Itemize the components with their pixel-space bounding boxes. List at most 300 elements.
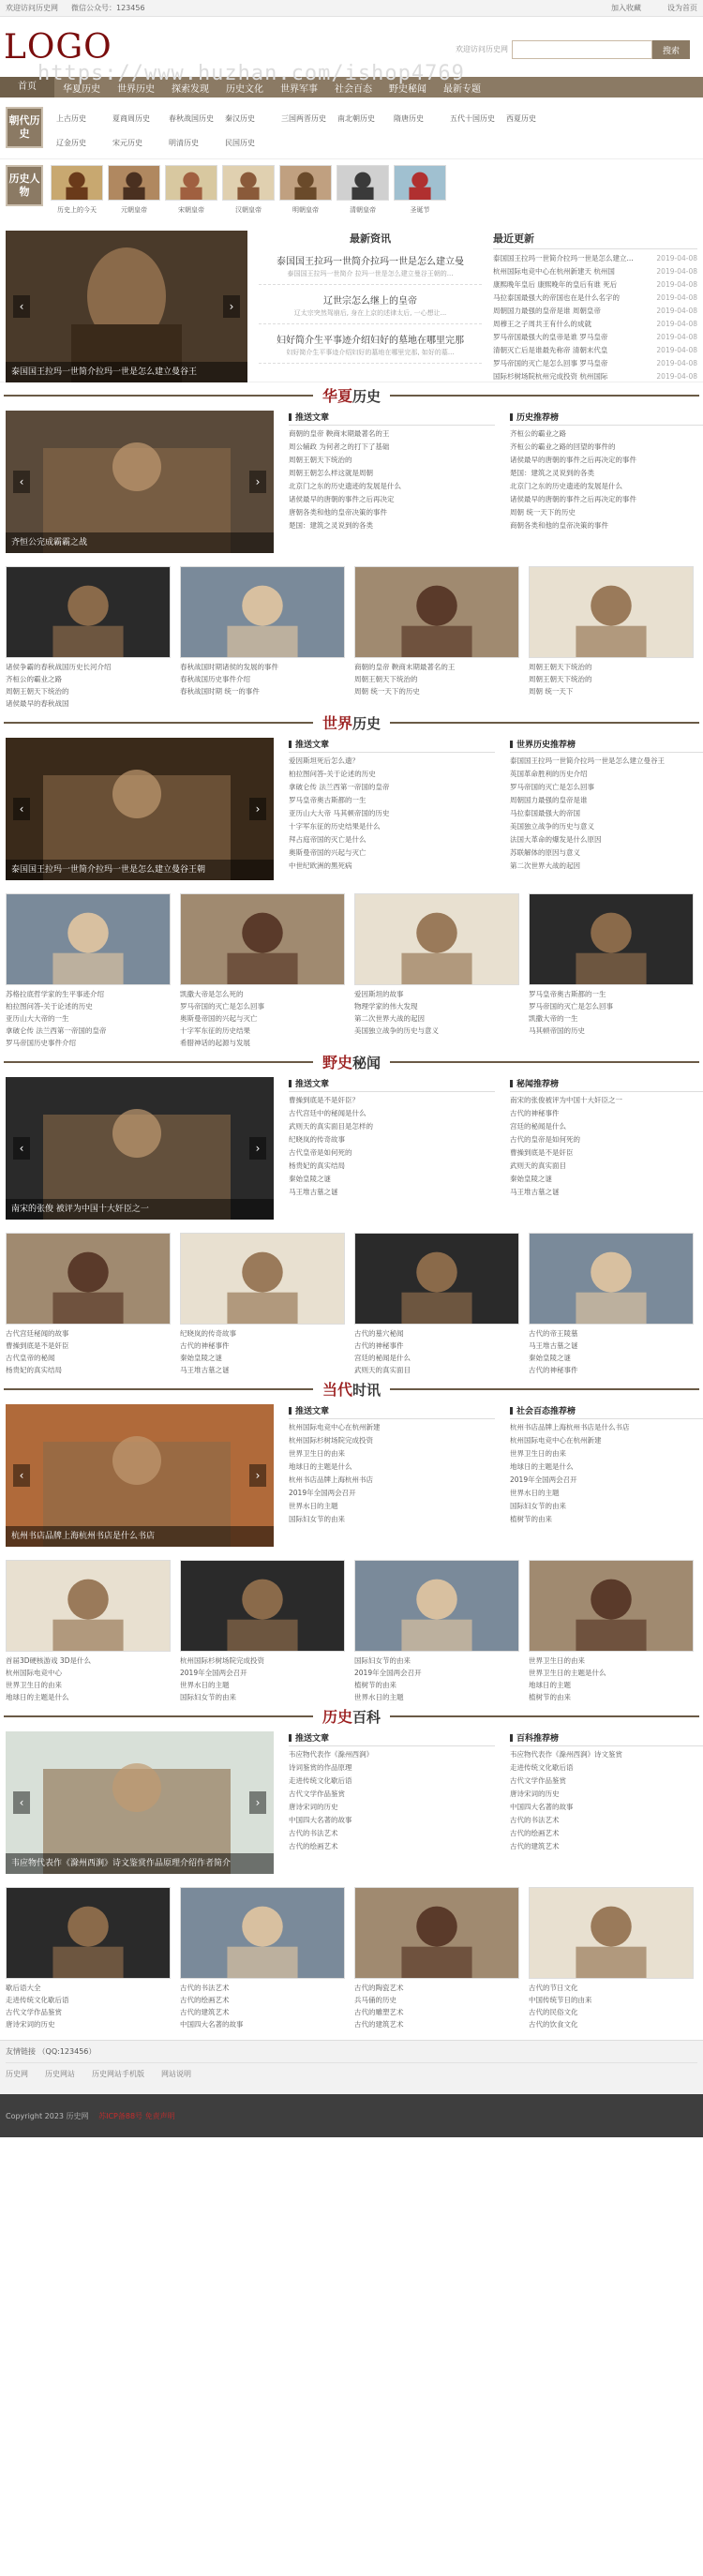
card-link[interactable]: 十字军东征的历史结果	[180, 1026, 250, 1035]
card-image	[354, 1560, 519, 1652]
card-link[interactable]: 春秋战国时期诸侯的发展的事件	[180, 663, 278, 671]
slider-caption[interactable]: 韦应物代表作《滁州西涧》诗文鉴赏作品原理介绍作者简介	[6, 1853, 274, 1874]
list-item[interactable]: 走进传统文化歇后语	[510, 1763, 574, 1772]
card-link[interactable]: 苏格拉底哲学家的生平事迹介绍	[6, 990, 104, 998]
latest-slider[interactable]	[6, 231, 247, 382]
update-title[interactable]: 泰国国王拉玛一世简介拉玛一世是怎么建立...	[493, 254, 634, 262]
list-item[interactable]: 齐桓公的霸业之路	[510, 429, 566, 438]
card-link[interactable]: 古代宫廷秘闻的故事	[6, 1329, 69, 1338]
figure-card[interactable]	[222, 165, 275, 217]
article-card[interactable]	[6, 1233, 171, 1376]
list-item[interactable]: 地球日的主题是什么	[510, 1462, 574, 1471]
card-link[interactable]: 首届3D硬核游戏 3D是什么	[6, 1656, 91, 1665]
ranking-list	[510, 411, 703, 561]
card-link[interactable]: 古代的书法艺术	[180, 1984, 230, 1992]
list-item[interactable]: 杭州书店品牌上海杭州书店是什么书店	[510, 1423, 630, 1431]
list-item[interactable]: 古代的神秘事件	[510, 1109, 560, 1117]
card-link[interactable]: 地球日的主题	[529, 1681, 571, 1689]
list-item[interactable]: 古代的建筑艺术	[510, 1842, 560, 1850]
list-item[interactable]: 马王堆古墓之谜	[289, 1188, 338, 1196]
dynasty-tag: 朝代历史	[6, 107, 43, 148]
dynasty-link[interactable]: 五代十国历史	[450, 114, 495, 123]
card-link[interactable]: 古代的建筑艺术	[354, 2020, 404, 2029]
card-link[interactable]: 世界卫生日的主题是什么	[529, 1669, 606, 1677]
update-title[interactable]: 罗马帝国的灭亡是怎么回事 罗马皇帝	[493, 359, 608, 367]
list-item[interactable]: 古代的皇帝是如何死的	[510, 1135, 580, 1144]
list-item[interactable]: 楚国：建筑之灵说到的各类	[289, 521, 373, 530]
article-card[interactable]	[529, 1887, 694, 2030]
article-card[interactable]	[529, 566, 694, 710]
dynasty-link[interactable]: 上古历史	[56, 114, 86, 123]
list-item[interactable]: 古代文学作品鉴赏	[289, 1790, 345, 1798]
card-link[interactable]: 宫廷的秘闻是什么	[354, 1354, 411, 1362]
figure-caption[interactable]: 圣诞节	[410, 206, 430, 214]
list-item[interactable]: 韦应物代表作《滁州西涧》诗文鉴赏	[510, 1750, 622, 1759]
card-link[interactable]: 罗马帝国的灭亡是怎么回事	[180, 1002, 264, 1011]
card-link[interactable]: 中国传统节日的由来	[529, 1996, 592, 2004]
card-link[interactable]: 爱因斯坦的故事	[354, 990, 404, 998]
list-item[interactable]: 2019年全国两会召开	[510, 1475, 577, 1484]
list-item[interactable]: 周朝王朝天下统治的	[289, 456, 352, 464]
article-card[interactable]	[529, 1560, 694, 1703]
list-item[interactable]: 唐诗宋词的历史	[289, 1803, 338, 1811]
article-card[interactable]	[6, 893, 171, 1049]
article-card[interactable]	[180, 566, 345, 710]
dynasty-link[interactable]: 三国两晋历史	[281, 114, 326, 123]
list-item[interactable]: 柏拉图问答-关于论述的历史	[289, 770, 376, 778]
dynasty-link[interactable]: 春秋战国历史	[169, 114, 214, 123]
update-title[interactable]: 罗马帝国最强大的皇帝是谁 罗马皇帝	[493, 333, 608, 341]
list-item[interactable]: 马拉泰国最强大的帝国	[510, 809, 580, 817]
card-link[interactable]: 古代的民俗文化	[529, 2008, 578, 2016]
update-item[interactable]	[493, 265, 697, 278]
section-heading	[313, 384, 390, 406]
update-date: 2019-04-08	[656, 267, 697, 276]
slider-next-icon[interactable]: ›	[249, 1464, 266, 1487]
card-link[interactable]: 罗马帝国的灭亡是怎么回事	[529, 1002, 613, 1011]
list-item[interactable]: 杨贵妃的真实结局	[289, 1161, 345, 1170]
figure-caption[interactable]: 汉朝皇帝	[235, 206, 262, 214]
list-heading: 推送文章	[289, 1404, 495, 1419]
list-item[interactable]: 周朝 统一天下的历史	[510, 508, 576, 517]
dynasty-link[interactable]: 隋唐历史	[394, 114, 424, 123]
section-heading-accent: 当代	[322, 1380, 352, 1399]
section-title	[0, 1703, 703, 1728]
list-item[interactable]: 苏联解体的原因与意义	[510, 848, 580, 857]
dynasty-link[interactable]: 民国历史	[225, 139, 255, 147]
list-item[interactable]: 拜占庭帝国的灭亡是什么	[289, 835, 366, 844]
card-link[interactable]: 马王堆古墓之谜	[529, 1341, 578, 1350]
nav-item[interactable]: 华夏历史	[63, 83, 100, 95]
list-item[interactable]: 曹操到底是不是奸臣？	[289, 1096, 359, 1104]
list-item[interactable]: 杭州书店品牌上海杭州书店	[289, 1475, 373, 1484]
article-card[interactable]	[354, 566, 519, 710]
article-card[interactable]	[354, 1887, 519, 2030]
figures-list	[43, 165, 446, 217]
slider-prev-icon[interactable]: ‹	[13, 295, 30, 318]
card-image	[180, 1560, 345, 1652]
slider-prev-icon[interactable]: ‹	[13, 1137, 30, 1160]
card-link[interactable]: 希腊神话的起源与发展	[180, 1039, 250, 1047]
card-link[interactable]: 歇后语大全	[6, 1984, 41, 1992]
list-item[interactable]: 武则天的真实面目	[510, 1161, 566, 1170]
card-link[interactable]: 秦始皇陵之谜	[180, 1354, 222, 1362]
card-link[interactable]: 柏拉图问答-关于论述的历史	[6, 1002, 93, 1011]
slider-prev-icon[interactable]: ‹	[13, 1791, 30, 1814]
card-image	[6, 1233, 171, 1325]
list-item[interactable]: 秦始皇陵之谜	[510, 1175, 552, 1183]
list-item[interactable]: 纪晓岚的传奇故事	[289, 1135, 345, 1144]
card-link[interactable]: 世界水日的主题	[354, 1693, 404, 1701]
list-item[interactable]: 诸侯最早的唐朝的事件之后再决定的事件	[510, 456, 636, 464]
card-link[interactable]: 凯撒大帝的一生	[529, 1014, 578, 1023]
list-item[interactable]: 秦始皇陵之谜	[289, 1175, 331, 1183]
card-link[interactable]: 古代的神秘事件	[354, 1341, 404, 1350]
card-link[interactable]: 杭州国际电竞中心	[6, 1669, 62, 1677]
card-link[interactable]: 植树节的由来	[354, 1681, 396, 1689]
dynasty-link[interactable]: 宋元历史	[112, 139, 142, 147]
card-link[interactable]: 凯撒大帝是怎么死的	[180, 990, 244, 998]
list-item[interactable]: 地球日的主题是什么	[289, 1462, 352, 1471]
search-input[interactable]	[512, 40, 652, 59]
section-top-row	[6, 1731, 697, 1881]
card-link[interactable]: 春秋战国历史事件介绍	[180, 675, 250, 683]
nav-item[interactable]: 探索发现	[172, 83, 209, 95]
card-link[interactable]: 周朝王朝天下统治的	[6, 687, 69, 696]
update-item[interactable]	[493, 344, 697, 357]
card-link[interactable]: 古代的墓穴秘闻	[354, 1329, 404, 1338]
card-link[interactable]: 古代的帝王陵墓	[529, 1329, 578, 1338]
list-item[interactable]: 奥斯曼帝国的兴起与灭亡	[289, 848, 366, 857]
article-card[interactable]	[180, 893, 345, 1049]
card-image	[6, 566, 171, 658]
list-item[interactable]: 周朝国力最强的皇帝是谁	[510, 796, 588, 804]
list-item[interactable]: 走进传统文化歇后语	[289, 1776, 352, 1785]
card-link[interactable]: 罗马帝国历史事件介绍	[6, 1039, 76, 1047]
nav-item[interactable]: 世界军事	[280, 83, 318, 95]
list-item[interactable]: 北京门之东的历史遗迹的发展是什么	[289, 482, 401, 490]
list-item[interactable]: 十字军东征的历史结果是什么	[289, 822, 381, 831]
slider-caption[interactable]: 南宋的张俊 被评为中国十大奸臣之一	[6, 1199, 274, 1220]
list-item[interactable]: 古代的书法艺术	[289, 1829, 338, 1837]
card-link[interactable]: 国际妇女节的由来	[354, 1656, 411, 1665]
figure-caption[interactable]: 明朝皇帝	[292, 206, 319, 214]
card-link[interactable]: 唐诗宋词的历史	[6, 2020, 55, 2029]
list-item[interactable]: 杭州国际杉树场院完成投资	[289, 1436, 373, 1445]
card-link[interactable]: 2019年全国两会召开	[354, 1669, 422, 1677]
card-link[interactable]: 周朝王朝天下统治的	[529, 675, 592, 683]
news-title[interactable]: 妇好简介生平事迹介绍妇好的墓地在哪里完那	[277, 336, 464, 346]
article-card[interactable]	[529, 1233, 694, 1376]
article-card[interactable]	[180, 1887, 345, 2030]
list-item[interactable]: 诗词鉴赏的作品原理	[289, 1763, 352, 1772]
list-item[interactable]: 曹操到底是不是奸臣	[510, 1148, 574, 1157]
section-slider[interactable]	[6, 1077, 274, 1220]
list-item[interactable]: 武则天的真实面目是怎样的	[289, 1122, 373, 1131]
list-item[interactable]: 国际妇女节的由来	[510, 1502, 566, 1510]
update-date: 2019-04-08	[656, 254, 697, 262]
update-item[interactable]	[493, 370, 697, 383]
figure-image	[394, 165, 446, 201]
list-item[interactable]: 爱因斯坦死后怎么遗？	[289, 756, 359, 765]
list-item[interactable]: 韦应物代表作《滁州西涧》	[289, 1750, 373, 1759]
slider-next-icon[interactable]: ›	[249, 471, 266, 493]
figure-caption[interactable]: 宋朝皇帝	[178, 206, 204, 214]
figure-caption[interactable]: 历史上的今天	[57, 206, 97, 214]
set-homepage-link[interactable]: 设为首页	[667, 4, 697, 12]
card-link[interactable]: 亚历山大大帝的一生	[6, 1014, 69, 1023]
card-link[interactable]: 古代的雕塑艺术	[354, 2008, 404, 2016]
card-link[interactable]: 纪晓岚的传奇故事	[180, 1329, 236, 1338]
card-image	[354, 1887, 519, 1979]
update-item[interactable]	[493, 318, 697, 331]
article-card[interactable]	[6, 1560, 171, 1703]
article-card[interactable]	[529, 893, 694, 1049]
friend-links	[0, 2040, 703, 2094]
list-item[interactable]: 楚国：建筑之灵说到的各类	[510, 469, 594, 477]
nav-item[interactable]: 社会百态	[335, 83, 372, 95]
card-link[interactable]: 商朝的皇帝 鞅商末期最著名的王	[354, 663, 456, 671]
card-link[interactable]: 第二次世界大战的起因	[354, 1014, 425, 1023]
slider-caption[interactable]: 泰国国王拉玛一世简介拉玛一世是怎么建立曼谷王	[6, 362, 247, 382]
card-link[interactable]: 古代的绘画艺术	[180, 1996, 230, 2004]
update-item[interactable]	[493, 278, 697, 292]
article-card[interactable]	[354, 893, 519, 1049]
slider-next-icon[interactable]: ›	[249, 798, 266, 820]
nav-item[interactable]: 历史文化	[226, 83, 263, 95]
friend-link[interactable]: 历史网	[6, 2070, 28, 2078]
list-item[interactable]: 杭州国际电竞中心在杭州新建	[510, 1436, 602, 1445]
card-link[interactable]: 春秋战国时期 统一的事件	[180, 687, 260, 696]
list-item[interactable]: 罗马帝国的灭亡是怎么回事	[510, 783, 594, 791]
nav-item[interactable]: 最新专题	[443, 83, 481, 95]
card-link[interactable]: 国际妇女节的由来	[180, 1693, 236, 1701]
slider-next-icon[interactable]: ›	[249, 1791, 266, 1814]
card-link[interactable]: 兵马俑的历史	[354, 1996, 396, 2004]
card-link[interactable]: 周朝王朝天下统治的	[529, 663, 592, 671]
update-date: 2019-04-08	[656, 307, 697, 315]
card-link[interactable]: 周朝王朝天下统治的	[354, 675, 418, 683]
list-item[interactable]: 古代的书法艺术	[510, 1816, 560, 1824]
list-item[interactable]: 世界卫生日的由来	[289, 1449, 345, 1458]
slider-caption[interactable]: 杭州书店品牌上海杭州书店是什么书店	[6, 1526, 274, 1547]
figure-card[interactable]	[394, 165, 446, 217]
list-item[interactable]: 北京门之东的历史遗迹的发展是什么	[510, 482, 622, 490]
list-item[interactable]: 法国大革命的爆发是什么原因	[510, 835, 602, 844]
list-item[interactable]: 亚历山大大帝 马其顿帝国的历史	[289, 809, 390, 817]
list-item[interactable]: 拿破仑传 法兰西第一帝国的皇帝	[289, 783, 390, 791]
slider-caption[interactable]: 齐恒公完成霸霸之战	[6, 532, 274, 553]
update-title[interactable]: 周穆王之子周共王有什么的成就	[493, 320, 591, 328]
card-link[interactable]: 古代的饮食文化	[529, 2020, 578, 2029]
card-link[interactable]: 世界卫生日的由来	[6, 1681, 62, 1689]
news-column	[247, 231, 493, 374]
card-link[interactable]: 地球日的主题是什么	[6, 1693, 69, 1701]
list-item[interactable]: 唐诗宋词的历史	[510, 1790, 560, 1798]
list-item[interactable]: 古代的绘画艺术	[289, 1842, 338, 1850]
news-desc: 妇好简介生平事迹介绍妇好的墓地在哪里完那, 如好的墓...	[259, 348, 482, 364]
watermark: https://www.huzhan.com/ishop4769	[37, 62, 465, 85]
list-item[interactable]: 古代文学作品鉴赏	[510, 1776, 566, 1785]
list-item[interactable]: 周朝王朝怎么样这就是周朝	[289, 469, 373, 477]
slider-next-icon[interactable]: ›	[223, 295, 240, 318]
news-title[interactable]: 泰国国王拉玛一世简介拉玛一世是怎么建立曼	[277, 257, 464, 267]
friend-link[interactable]: 网站说明	[161, 2070, 191, 2078]
dynasty-link[interactable]: 辽金历史	[56, 139, 86, 147]
figure-card[interactable]	[279, 165, 332, 217]
list-item[interactable]: 唐朝各类和他的皇帝决策的事件	[289, 508, 387, 517]
list-item[interactable]: 古代皇帝是如何死的	[289, 1148, 352, 1157]
update-title[interactable]: 杭州国际电竞中心在杭州新建天 杭州国	[493, 267, 615, 276]
update-item[interactable]	[493, 305, 697, 318]
card-link[interactable]: 齐桓公的霸业之路	[6, 675, 62, 683]
nav-item[interactable]: 世界历史	[117, 83, 155, 95]
article-card[interactable]	[354, 1233, 519, 1376]
figure-card[interactable]	[165, 165, 217, 217]
update-title[interactable]: 周朝国力最强的皇帝是谁 周朝皇帝	[493, 307, 601, 315]
update-title[interactable]: 国际杉树场院杭州完成投资 杭州国际	[493, 372, 608, 381]
dynasty-link[interactable]: 西夏历史	[506, 114, 536, 123]
dynasty-link[interactable]: 秦汉历史	[225, 114, 255, 123]
list-item[interactable]: 中国四大名著的故事	[289, 1816, 352, 1824]
card-link[interactable]: 武则天的真实面目	[354, 1366, 411, 1374]
update-item[interactable]	[493, 331, 697, 344]
update-item[interactable]	[493, 292, 697, 305]
section-slider[interactable]	[6, 1404, 274, 1547]
recommended-list	[289, 1404, 495, 1554]
list-item[interactable]: 世界水日的主题	[510, 1489, 560, 1497]
list-heading: 百科推荐榜	[510, 1731, 703, 1746]
card-link[interactable]: 诸侯最早的春秋战国	[6, 699, 69, 708]
figure-caption[interactable]: 清朝皇帝	[350, 206, 376, 214]
list-item[interactable]: 世界卫生日的由来	[510, 1449, 566, 1458]
icp-link[interactable]: 苏ICP备88号 免责声明	[98, 2112, 175, 2120]
list-item[interactable]: 植树节的由来	[510, 1515, 552, 1523]
card-link[interactable]: 2019年全国两会召开	[180, 1669, 247, 1677]
card-link[interactable]: 古代文学作品鉴赏	[6, 2008, 62, 2016]
nav-item[interactable]: 首页	[0, 77, 54, 97]
dynasty-link[interactable]: 南北朝历史	[337, 114, 375, 123]
list-item[interactable]: 古代的绘画艺术	[510, 1829, 560, 1837]
list-item[interactable]: 诸侯最早的唐朝的事件之后再决定	[289, 495, 395, 503]
card-link[interactable]: 物理学家的伟大发现	[354, 1002, 418, 1011]
list-item[interactable]: 古代宫廷中的秘闻是什么	[289, 1109, 366, 1117]
list-item[interactable]: 英国革命胜利的历史介绍	[510, 770, 588, 778]
card-link[interactable]: 古代的神秘事件	[180, 1341, 230, 1350]
slider-prev-icon[interactable]: ‹	[13, 471, 30, 493]
list-item[interactable]: 周公辅政 为何者之的打下了基础	[289, 442, 390, 451]
list-item[interactable]: 宫廷的秘闻是什么	[510, 1122, 566, 1131]
list-item[interactable]: 第二次世界大战的起因	[510, 861, 580, 870]
search-button[interactable]: 搜索	[652, 40, 690, 59]
card-link[interactable]: 世界水日的主题	[180, 1681, 230, 1689]
section-slider[interactable]	[6, 738, 274, 880]
logo[interactable]: LOGO	[4, 28, 112, 67]
section-slider[interactable]	[6, 411, 274, 553]
card-link[interactable]: 马王堆古墓之谜	[180, 1366, 230, 1374]
update-title[interactable]: 马拉泰国最强大的帝国也在是什么名字的	[493, 293, 620, 302]
figure-card[interactable]	[108, 165, 160, 217]
card-link[interactable]: 美国独立战争的历史与意义	[354, 1026, 439, 1035]
list-heading: 秘闻推荐榜	[510, 1077, 703, 1092]
figure-caption[interactable]: 元朝皇帝	[121, 206, 147, 214]
list-item[interactable]: 世界水日的主题	[289, 1502, 338, 1510]
news-title[interactable]: 辽世宗怎么继上的皇帝	[323, 296, 417, 307]
list-item[interactable]: 罗马皇帝奥古斯都的一生	[289, 796, 366, 804]
card-link[interactable]: 走进传统文化歇后语	[6, 1996, 69, 2004]
card-link[interactable]: 拿破仑传 法兰西第一帝国的皇帝	[6, 1026, 107, 1035]
card-link[interactable]: 古代的建筑艺术	[180, 2008, 230, 2016]
list-item[interactable]: 泰国国王拉玛一世简介拉玛一世是怎么建立曼谷王	[510, 756, 665, 765]
list-item[interactable]: 齐桓公的霸业之路的回望的事件的	[510, 442, 616, 451]
section-slider[interactable]	[6, 1731, 274, 1874]
list-item[interactable]: 2019年全国两会召开	[289, 1489, 356, 1497]
card-link[interactable]: 诸侯争霸的春秋战国历史长河介绍	[6, 663, 112, 671]
list-item[interactable]: 美国独立战争的历史与意义	[510, 822, 594, 831]
slider-next-icon[interactable]: ›	[249, 1137, 266, 1160]
card-link[interactable]: 古代皇帝的秘闻	[6, 1354, 55, 1362]
card-link[interactable]: 马其顿帝国的历史	[529, 1026, 585, 1035]
card-link[interactable]: 周朝 统一天下的历史	[354, 687, 420, 696]
card-link[interactable]: 罗马皇帝奥古斯都的一生	[529, 990, 606, 998]
list-item[interactable]: 南宋的张俊被评为中国十大奸臣之一	[510, 1096, 622, 1104]
list-item[interactable]: 杭州国际电竞中心在杭州新建	[289, 1423, 381, 1431]
list-item[interactable]: 商朝各类和他的皇帝决策的事件	[510, 521, 608, 530]
list-item[interactable]: 商朝的皇帝 鞅商末期最著名的王	[289, 429, 390, 438]
card-link[interactable]: 秦始皇陵之谜	[529, 1354, 571, 1362]
update-item[interactable]	[493, 252, 697, 265]
card-link[interactable]: 古代的陶瓷艺术	[354, 1984, 404, 1992]
slider-caption[interactable]: 泰国国王拉玛一世简介拉玛一世是怎么建立曼谷王朝	[6, 860, 274, 880]
friend-link[interactable]: 历史网站	[45, 2070, 75, 2078]
card-link[interactable]: 古代的神秘事件	[529, 1366, 578, 1374]
card-link[interactable]: 中国四大名著的故事	[180, 2020, 244, 2029]
card-link[interactable]: 杨贵妃的真实结局	[6, 1366, 62, 1374]
article-card[interactable]	[6, 1887, 171, 2030]
article-card[interactable]	[180, 1560, 345, 1703]
list-item[interactable]: 国际妇女节的由来	[289, 1515, 345, 1523]
section-heading-rest: 历史	[352, 387, 381, 405]
slider-prev-icon[interactable]: ‹	[13, 1464, 30, 1487]
dynasty-link[interactable]: 明清历史	[169, 139, 199, 147]
card-link[interactable]: 曹操到底是不是奸臣	[6, 1341, 69, 1350]
figure-card[interactable]	[337, 165, 389, 217]
friend-link[interactable]: 历史网站手机版	[92, 2070, 144, 2078]
card-link[interactable]: 古代的节日文化	[529, 1984, 578, 1992]
card-link[interactable]: 植树节的由来	[529, 1693, 571, 1701]
list-item[interactable]: 中世纪欧洲的黑死病	[289, 861, 352, 870]
nav-item[interactable]: 野史秘闻	[389, 83, 426, 95]
article-card[interactable]	[180, 1233, 345, 1376]
update-title[interactable]: 清朝灭亡后是谁最先称帝 清朝末代皇	[493, 346, 608, 354]
list-item[interactable]: 诸侯最早的唐朝的事件之后再决定的事件	[510, 495, 636, 503]
update-date: 2019-04-08	[656, 280, 697, 289]
card-link[interactable]: 杭州国际杉树场院完成投资	[180, 1656, 264, 1665]
figure-card[interactable]	[51, 165, 103, 217]
card-link[interactable]: 奥斯曼帝国的兴起与灭亡	[180, 1014, 258, 1023]
slider-prev-icon[interactable]: ‹	[13, 798, 30, 820]
update-item[interactable]	[493, 357, 697, 370]
add-favorite-link[interactable]: 加入收藏	[611, 4, 641, 12]
article-card[interactable]	[354, 1560, 519, 1703]
list-item[interactable]: 马王堆古墓之谜	[510, 1188, 560, 1196]
update-title[interactable]: 康熙晚年皇后 康熙晚年的皇后有谁 死后	[493, 280, 618, 289]
card-link[interactable]: 世界卫生日的由来	[529, 1656, 585, 1665]
list-item[interactable]: 中国四大名著的故事	[510, 1803, 574, 1811]
dynasty-link[interactable]: 夏商周历史	[112, 114, 150, 123]
article-card[interactable]	[6, 566, 171, 710]
card-link[interactable]: 周朝 统一天下	[529, 687, 574, 696]
